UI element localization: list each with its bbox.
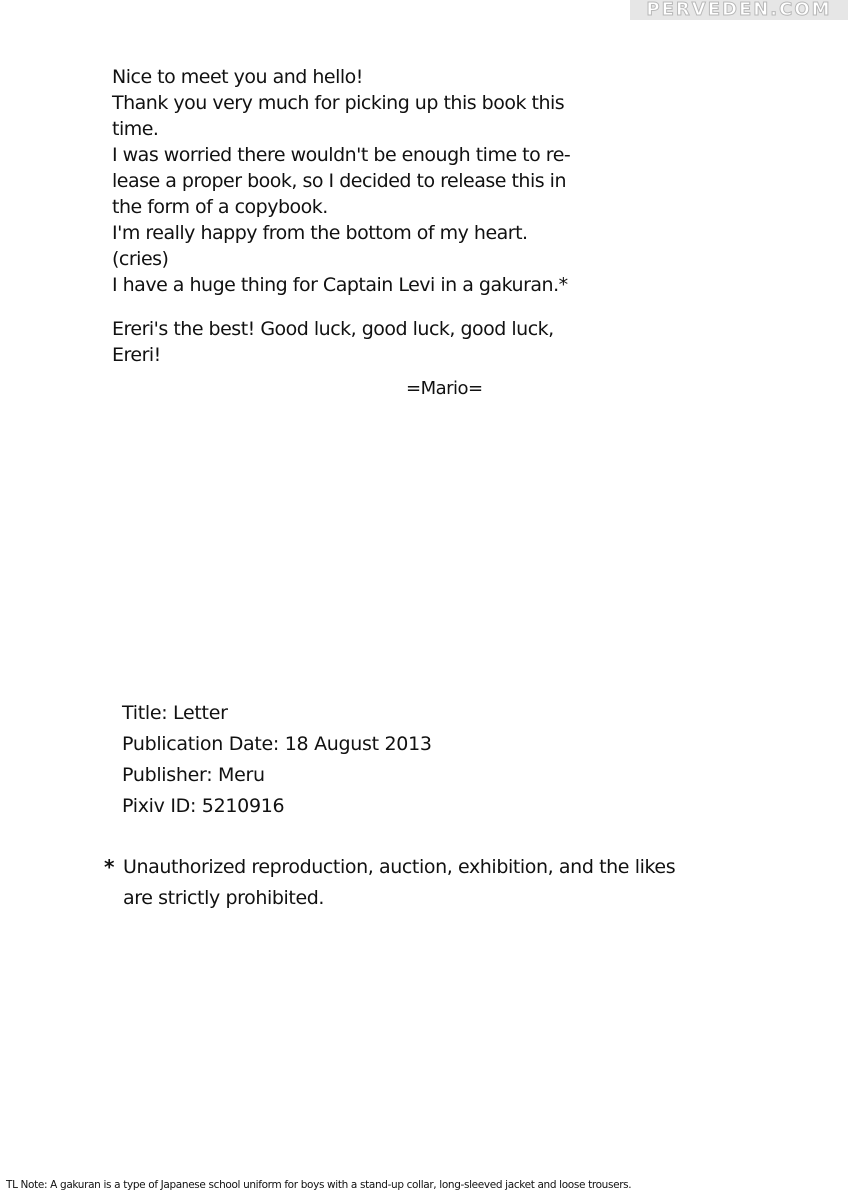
- letter-body: [112, 64, 572, 368]
- letter-line: time.: [112, 118, 159, 140]
- letter-line: I'm really happy from the bottom of my heart.: [112, 222, 528, 244]
- info-title: Title: Letter: [122, 702, 228, 724]
- letter-line: Thank you very much for picking up this book this: [112, 92, 565, 114]
- letter-line: lease a proper book, so I decided to release this in: [112, 170, 566, 192]
- letter-line: I was worried there wouldn't be enough time to re-: [112, 144, 571, 166]
- paragraph-gap: [112, 298, 572, 316]
- letter-line: the form of a copybook.: [112, 196, 328, 218]
- info-publisher: Publisher: Meru: [122, 764, 265, 786]
- letter-line: I have a huge thing for Captain Levi in a gakuran.*: [112, 274, 568, 296]
- publication-info: [122, 698, 432, 822]
- watermark-logo: PERVEDEN.COM: [630, 0, 848, 20]
- notice-line: are strictly prohibited.: [123, 887, 325, 909]
- letter-line: Ereri!: [112, 344, 161, 366]
- translator-note: TL Note: A gakuran is a type of Japanese school uniform for boys with a stand-up collar, long-sleeved jacket and loose trousers.: [6, 1179, 632, 1191]
- notice-line: Unauthorized reproduction, auction, exhibition, and the likes: [123, 856, 676, 878]
- letter-line: Ereri's the best! Good luck, good luck, good luck,: [112, 318, 554, 340]
- asterisk-icon: *: [104, 855, 115, 879]
- letter-line: Nice to meet you and hello!: [112, 66, 363, 88]
- letter-line: (cries): [112, 248, 169, 270]
- letter-signature: =Mario=: [406, 378, 483, 399]
- info-publication-date: Publication Date: 18 August 2013: [122, 733, 432, 755]
- copyright-notice: [104, 852, 676, 914]
- info-pixiv-id: Pixiv ID: 5210916: [122, 795, 285, 817]
